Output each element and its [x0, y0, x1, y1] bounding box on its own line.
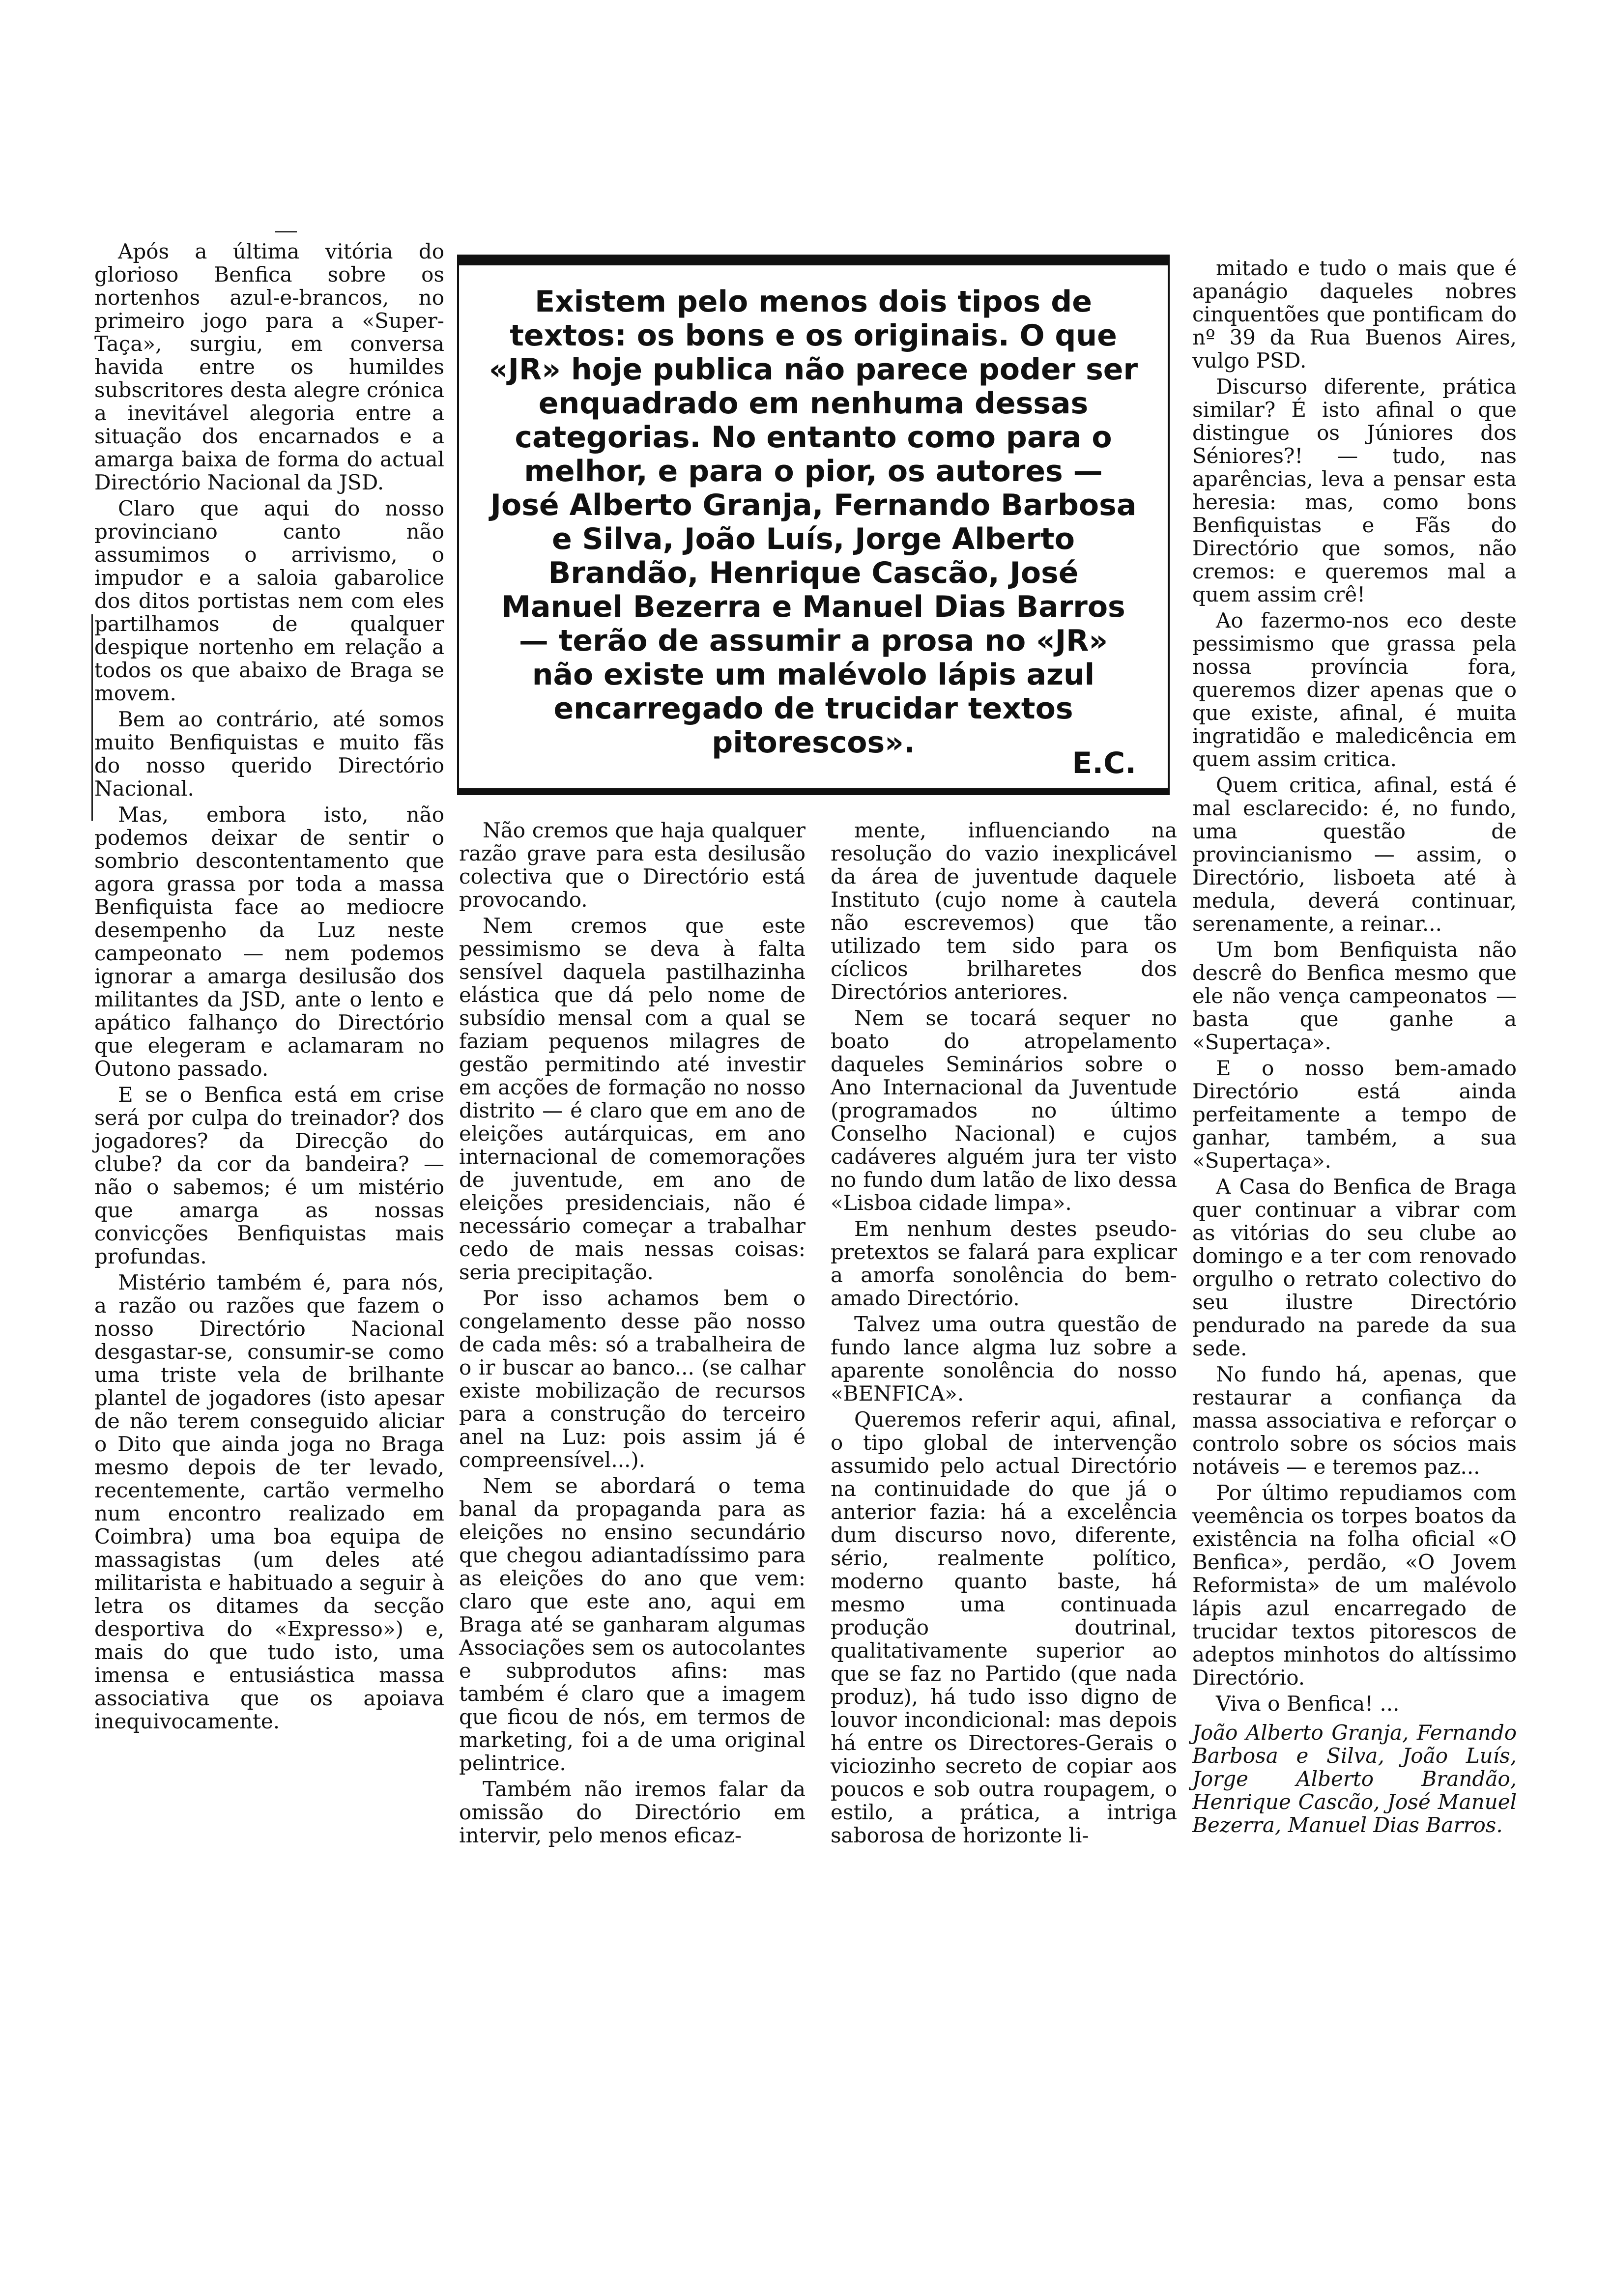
paragraph: Mas, embora isto, não podemos deixar de sentir o sombrio descontentamento que agora grassa por toda a massa Benfiquista face ao mediocre desempenho da Luz neste campeonato — nem podemos ignorar a amarga desilusão dos militantes da JSD, ante o lento e apático falhanço do Directório que elegeram e aclamaram no Outono passado.	[94, 803, 444, 1081]
paragraph: Quem critica, afinal, está é mal esclarecido: é, no fundo, uma questão de provincianismo — assim, o Directório, lisboeta até à medula, deverá continuar, serenamente, a reinar...	[1192, 773, 1517, 936]
paragraph: Não cremos que haja qualquer razão grave para esta desilusão colectiva que o Directório está provocando.	[459, 818, 806, 912]
paragraph: E o nosso bem-amado Directório está ainda perfeitamente a tempo de ganhar, também, a sua «Supertaça».	[1192, 1056, 1517, 1173]
column-4	[1192, 257, 1517, 1837]
paragraph: Por último repudiamos com veemência os torpes boatos da existência na folha oficial «O Benfica», perdão, «O Jovem Reformista» de um malévolo lápis azul encarregado de trucidar textos pitorescos de adeptos minhotos do altíssimo Directório.	[1192, 1481, 1517, 1690]
paragraph: Após a última vitória do glorioso Benfica sobre os nortenhos azul-e-brancos, no primeiro jogo para a «Super-Taça», surgiu, em conversa havida entre os humildes subscritores desta alegre crónica a inevitável alegoria entre a situação dos encarnados e a amarga baixa de forma do actual Directório Nacional da JSD.	[94, 239, 444, 494]
paragraph: Claro que aqui do nosso provinciano canto não assumimos o arrivismo, o impudor e a saloia gabarolice dos ditos portistas nem com eles partilhamos de qualquer despique nortenho em relação a todos os que abaixo de Braga se movem.	[94, 496, 444, 705]
paragraph: mente, influenciando na resolução do vazio inexplicável da área de juventude daquele Instituto (cujo nome à cautela não escrevemos) que tão utilizado tem sido para os cíclicos brilharetes dos Directórios anteriores.	[831, 818, 1177, 1004]
paragraph: Queremos referir aqui, afinal, o tipo global de intervenção assumido pelo actual Directório na continuidade do que já o anterior fazia: há a excelência dum discurso novo, diferente, sério, realmente político, moderno quanto baste, há mesmo uma continuada produção doutrinal, qualitativamente superior ao que se faz no Partido (que nada produz), há tudo isso digno de louvor incondicional: mas depois há entre os Directores-Gerais o viciozinho secreto de copiar aos poucos e sob outra roupagem, o estilo, a prática, a intriga saborosa de horizonte li-	[831, 1407, 1177, 1847]
column-3	[831, 819, 1177, 1847]
author-signature: João Alberto Granja, Fernando Barbosa e Silva, João Luís, Jorge Alberto Brandão, Henrique Cascão, José Manuel Bezerra, Manuel Dias Barros.	[1192, 1721, 1517, 1837]
paragraph: Por isso achamos bem o congelamento desse pão nosso de cada mês: só a trabalheira de o ir buscar ao banco... (se calhar existe mobilização de recursos para a construção do terceiro anel na Luz: pois assim já é compreensível...).	[459, 1286, 806, 1472]
top-rule	[275, 231, 297, 232]
paragraph: Nem se tocará sequer no boato do atropelamento daqueles Seminários sobre o Ano Internacional da Juventude (programados no último Conselho Nacional) e cujos cadáveres alguém jura ter visto no fundo dum latão de lixo dessa «Lisboa cidade limpa».	[831, 1006, 1177, 1215]
paragraph: Também não iremos falar da omissão do Directório em intervir, pelo menos eficaz-	[459, 1777, 806, 1847]
paragraph: Mistério também é, para nós, a razão ou razões que fazem o nosso Directório Nacional desgastar-se, consumir-se como uma triste vela de brilhante plantel de jogadores (isto apesar de não terem conseguido aliciar o Dito que ainda joga no Braga mesmo depois de ter levado, recentemente, cartão vermelho num encontro realizado em Coimbra) uma boa equipa de massagistas (um deles até militarista e habituado a seguir à letra os ditames da secção desportiva do «Expresso») e, mais do que tudo isto, uma imensa e entusiástica massa associativa que os apoiava inequivocamente.	[94, 1270, 444, 1733]
lead-initials: E.C.	[1072, 746, 1136, 780]
lead-box	[457, 255, 1170, 795]
column-1	[94, 240, 444, 1733]
paragraph: Talvez uma outra questão de fundo lance algma luz sobre a aparente sonolência do nosso «BENFICA».	[831, 1312, 1177, 1406]
paragraph: Nem cremos que este pessimismo se deva à falta sensível daquela pastilhazinha elástica que dá pelo nome de subsídio mensal com a qual se faziam pequenos milagres de gestão permitindo até investir em acções de formação no nosso distrito — é claro que em ano de eleições autárquicas, em ano internacional de comemorações de juventude, em ano de eleições presidenciais, não é necessário começar a trabalhar cedo de mais nessas coisas: seria precipitação.	[459, 914, 806, 1284]
paragraph: Discurso diferente, prática similar? É isto afinal o que distingue os Júniores dos Séniores?! — tudo, nas aparências, leva a pensar esta heresia: mas, como bons Benfiquistas e Fãs do Directório que somos, não cremos: e queremos mal a quem assim crê!	[1192, 374, 1517, 606]
paragraph: Ao fazermo-nos eco deste pessimismo que grassa pela nossa província fora, queremos dizer apenas que o que existe, afinal, é muita ingratidão e maledicência em quem assim critica.	[1192, 608, 1517, 771]
paragraph: mitado e tudo o mais que é apanágio daqueles nobres cinquentões que pontificam do nº 39 da Rua Buenos Aires, vulgo PSD.	[1192, 256, 1517, 373]
paragraph: Viva o Benfica! ...	[1216, 1692, 1400, 1716]
paragraph: Em nenhum destes pseudo-pretextos se falará para explicar a amorfa sonolência do bem-amado Directório.	[831, 1217, 1177, 1310]
paragraph: Um bom Benfiquista não descrê do Benfica mesmo que ele não vença campeonatos — basta que ganhe a «Supertaça».	[1192, 938, 1517, 1054]
paragraph: Nem se abordará o tema banal da propaganda para as eleições no ensino secundário que chegou adiantadíssimo para as eleições do ano que vem: claro que este ano, aqui em Braga até se ganharam algumas Associações sem os autocolantes e subprodutos afins: mas também é claro que a imagem que ficou de nós, em termos de marketing, foi a de uma original pelintrice.	[459, 1474, 806, 1775]
paragraph: A Casa do Benfica de Braga quer continuar a vibrar com as vitórias do seu clube ao domingo e a ter com renovado orgulho o retrato colectivo do seu ilustre Directório pendurado na parede da sua sede.	[1192, 1175, 1517, 1360]
column-2	[459, 819, 806, 1847]
paragraph: E se o Benfica está em crise será por culpa do treinador? dos jogadores? da Direcção do clube? da cor da bandeira? — não o sabemos; é um mistério que amarga as nossas convicções Benfiquistas mais profundas.	[94, 1083, 444, 1268]
paragraph: Bem ao contrário, até somos muito Benfiquistas e muito fãs do nosso querido Directório Nacional.	[94, 707, 444, 801]
margin-rule	[91, 614, 93, 821]
paragraph: No fundo há, apenas, que restaurar a confiança da massa associativa e reforçar o controlo sobre os sócios mais notáveis — e teremos paz...	[1192, 1362, 1517, 1479]
lead-text: Existem pelo menos dois tipos de textos: os bons e os originais. O que «JR» hoje publica não parece poder ser enquadrado em nenhuma dessas categorias. No entanto como para o melhor, e para o pior, os autores — José Alberto Granja, Fernando Barbosa e Silva, João Luís, Jorge Alberto Brandão, Henrique Cascão, José Manuel Bezerra e Manuel Dias Barros — terão de assumir a prosa no «JR» não existe um malévolo lápis azul encarregado de trucidar textos pitorescos».	[489, 285, 1138, 760]
